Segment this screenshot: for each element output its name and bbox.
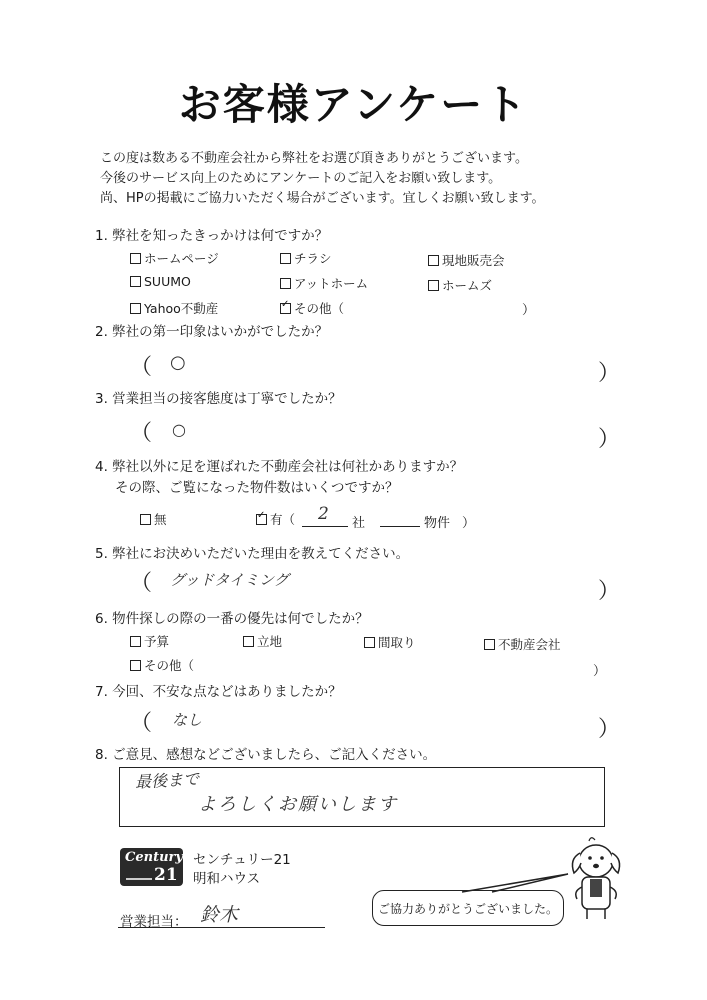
q3-answer[interactable]: ○ [172,420,186,439]
q4-property-count-blank[interactable] [380,514,420,527]
q8-label: 8. ご意見、感想などございましたら、ご記入ください。 [95,747,437,763]
q1-option-homes[interactable]: ホームズ [428,276,492,294]
q6-option-other[interactable]: その他（ [130,656,194,674]
q6-other-close: ） [593,664,607,679]
q6-label: 6. 物件探しの際の一番の優先は何でしたか？ [95,611,369,627]
q4-option-yes[interactable]: ✓ 有（ [256,510,295,528]
century21-logo: Century 21 [120,848,183,886]
q5-open-paren: （ [130,571,153,596]
q1-option-suumo[interactable]: SUUMO [130,274,191,289]
q3-label: 3. 営業担当の接客態度は丁寧でしたか？ [95,391,342,407]
q4-company-unit: 社 [352,516,366,531]
q7-answer[interactable]: なし [172,711,203,729]
q1-option-yahoo[interactable]: Yahoo不動産 [130,299,218,317]
q1-label: 1. 弊社を知ったきっかけは何ですか？ [95,228,329,244]
staff-name[interactable]: 鈴木 [200,904,239,926]
intro-line-2: 今後のサービス向上のためにアンケートのご記入をお願い致します。 [100,171,502,186]
checked-checkbox-icon [280,303,291,314]
q7-label: 7. 今回、不安な点などはありましたか？ [95,684,342,700]
checkbox-icon [364,637,375,648]
checkbox-icon [243,636,254,647]
q4-label-line-2: その際、ご覧になった物件数はいくつですか？ [115,480,399,496]
company-branch: 明和ハウス [193,871,261,887]
checkbox-icon [130,636,141,647]
dog-mascot-icon [565,835,627,921]
q2-label: 2. 弊社の第一印象はいかがでしたか？ [95,324,329,340]
q2-close-paren: ） [598,361,621,386]
q3-close-paren: ） [598,427,621,452]
q7-open-paren: （ [130,711,153,736]
checkbox-icon [280,278,291,289]
q8-answer-line-1: 最後まで [134,769,200,792]
q8-answer-line-2: よろしくお願いします [198,794,398,815]
checkbox-icon [280,253,291,264]
q4-property-unit: 物件 [424,516,451,531]
thanks-speech-bubble [372,890,564,926]
q3-open-paren: （ [130,421,153,446]
q1-option-other[interactable]: ✓ その他（ [280,299,344,317]
q4-close-paren: ） [462,516,476,531]
q4-label-line-1: 4. 弊社以外に足を運ばれた不動産会社は何社かありますか？ [95,459,464,475]
q5-close-paren: ） [598,579,621,604]
thanks-message: ご協力ありがとうございました。 [377,901,558,916]
q1-option-athome[interactable]: アットホーム [280,274,368,292]
checkbox-icon [428,255,439,266]
q2-answer[interactable]: ○ [170,352,186,373]
page-title: お客様アンケート [178,80,529,129]
checkbox-icon [140,514,151,525]
intro-line-1: この度は数ある不動産会社から弊社をお選び頂きありがとうございます。 [100,151,528,166]
q6-option-budget[interactable]: 予算 [130,632,169,650]
q1-other-close: ） [522,303,536,318]
q1-option-open-house[interactable]: 現地販売会 [428,251,505,269]
staff-label: 営業担当： [120,914,188,930]
checkbox-icon [130,660,141,671]
q1-option-flyer[interactable]: チラシ [280,249,332,267]
intro-line-3: 尚、HPの掲載にご協力いただく場合がございます。宜しくお願い致します。 [100,191,545,206]
checkbox-icon [130,303,141,314]
q4-company-count[interactable]: 2 [318,504,329,524]
q6-option-real-estate-company[interactable]: 不動産会社 [484,635,561,653]
q1-option-homepage[interactable]: ホームページ [130,249,219,267]
q7-close-paren: ） [598,717,621,742]
q4-option-none[interactable]: 無 [140,510,167,528]
q2-open-paren: （ [130,355,153,380]
checkbox-icon [484,639,495,650]
company-name: センチュリー21 [193,852,291,868]
checkbox-icon [130,276,141,287]
q5-label: 5. 弊社にお決めいただいた理由を教えてください。 [95,546,410,562]
q6-option-layout[interactable]: 間取り [364,633,416,651]
checkbox-icon [130,253,141,264]
checked-checkbox-icon [256,514,267,525]
q6-option-location[interactable]: 立地 [243,632,282,650]
checkbox-icon [428,280,439,291]
q5-answer[interactable]: グッドタイミング [170,571,289,589]
